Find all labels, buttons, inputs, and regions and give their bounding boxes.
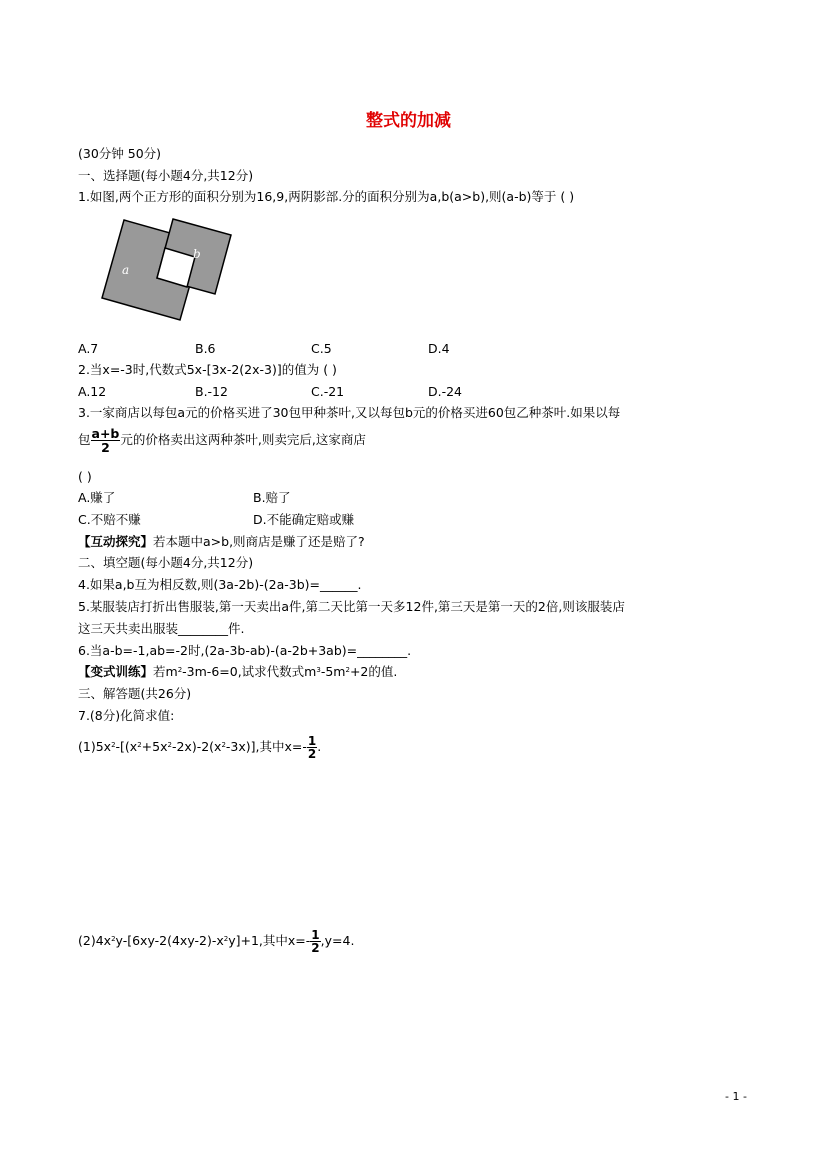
q1-option-d: D.4 xyxy=(428,341,450,356)
q1-option-a: A.7 xyxy=(78,341,99,356)
page-title: 整式的加减 xyxy=(366,111,451,131)
expr-text: -[(x xyxy=(115,739,138,754)
question-1: 1.如图,两个正方形的面积分别为16,9,两阴影部.分的面积分别为a,b(a>b),则(a-b)等于 ( ) xyxy=(78,189,575,204)
expr-text: (1)5x xyxy=(78,739,112,754)
q3-option-b: B.赔了 xyxy=(253,490,291,505)
explore-text: 若本题中a>b,则商店是赚了还是赔了? xyxy=(153,534,365,549)
expr-text: -2x)-2(x xyxy=(171,739,222,754)
q2-option-a: A.12 xyxy=(78,384,107,399)
time-score: (30分钟 50分) xyxy=(78,146,162,161)
exponent: 3 xyxy=(316,666,321,674)
exponent: 2 xyxy=(167,741,172,749)
section-answer-heading: 三、解答题(共26分) xyxy=(78,686,192,701)
q3-option-a: A.赚了 xyxy=(78,490,116,505)
question-5-line-1: 5.某服装店打折出售服装,第一天卖出a件,第二天比第一天多12件,第三天是第一天的2倍,则该服装店 xyxy=(78,599,625,614)
value-fraction xyxy=(310,929,320,954)
variant-tag: 【变式训练】 xyxy=(78,664,154,679)
label-a: a xyxy=(122,263,130,277)
variant-text-1: 若m xyxy=(153,664,178,679)
expr-text: (2)4x xyxy=(78,933,112,948)
exponent: 2 xyxy=(177,666,183,674)
variant-text-3: -5m xyxy=(320,664,346,679)
exponent: 2 xyxy=(137,741,142,749)
question-7: 7.(8分)化简求值: xyxy=(78,708,175,723)
exponent: 2 xyxy=(345,666,350,674)
variant-text-2: -3m-6=0,试求代数式m xyxy=(182,664,317,679)
q3-option-d: D.不能确定赔或赚 xyxy=(253,512,355,527)
question-7-part-1 xyxy=(78,732,321,762)
exponent: 2 xyxy=(111,741,116,749)
q3-suffix: 元的价格卖出这两种茶叶,则卖完后,这家商店 xyxy=(120,432,366,447)
question-3-line-2 xyxy=(78,424,366,456)
section-choice-heading: 一、选择题(每小题4分,共12分) xyxy=(78,168,254,183)
q3-option-c: C.不赔不赚 xyxy=(78,512,141,527)
value-fraction xyxy=(307,735,317,760)
expr-text: y-[6xy-2(4xy-2)-x xyxy=(115,933,224,948)
section-fill-heading: 二、填空题(每小题4分,共12分) xyxy=(78,555,254,570)
q2-option-b: B.-12 xyxy=(195,384,228,399)
fraction-numerator: a+b xyxy=(91,426,120,441)
expr-text: ,y=4. xyxy=(320,933,355,948)
q3-answer-paren: ( ) xyxy=(78,469,92,484)
expr-text: +5x xyxy=(141,739,168,754)
exponent: 2 xyxy=(111,935,116,943)
variant-training xyxy=(78,664,397,680)
question-6: 6.当a-b=-1,ab=-2时,(2a-3b-ab)-(a-2b+3ab)=________. xyxy=(78,643,412,658)
q3-prefix: 包 xyxy=(78,432,91,447)
expr-text: . xyxy=(317,739,322,754)
fraction-numerator: 1 xyxy=(307,734,317,748)
variant-text-4: +2的值. xyxy=(349,664,398,679)
label-b: b xyxy=(193,247,201,261)
question-3-line-1: 3.一家商店以每包a元的价格买进了30包甲种茶叶,又以每包b元的价格买进60包乙种茶叶.如果以每 xyxy=(78,405,621,420)
page-number: - 1 - xyxy=(725,1090,747,1103)
question-4: 4.如果a,b互为相反数,则(3a-2b)-(2a-3b)=______. xyxy=(78,577,362,592)
question-7-part-2 xyxy=(78,926,354,956)
fraction-numerator: 1 xyxy=(311,928,320,942)
expr-text: y]+1,其中x=- xyxy=(228,933,311,948)
exponent: 2 xyxy=(223,935,229,943)
price-fraction xyxy=(91,427,121,454)
explore-tag: 【互动探究】 xyxy=(78,534,154,549)
q2-option-c: C.-21 xyxy=(311,384,345,399)
question-2: 2.当x=-3时,代数式5x-[3x-2(2x-3)]的值为 ( ) xyxy=(78,362,337,377)
interactive-explore xyxy=(78,534,365,550)
fraction-denominator: 2 xyxy=(307,747,317,761)
exponent: 2 xyxy=(221,741,226,749)
fraction-denominator: 2 xyxy=(311,941,320,955)
q1-option-c: C.5 xyxy=(311,341,332,356)
q2-option-d: D.-24 xyxy=(428,384,463,399)
fraction-denominator: 2 xyxy=(101,440,110,455)
q1-option-b: B.6 xyxy=(195,341,216,356)
expr-text: -3x)],其中x=- xyxy=(225,739,307,754)
question-5-line-2: 这三天共卖出服装________件. xyxy=(78,621,245,636)
squares-figure xyxy=(80,210,250,330)
